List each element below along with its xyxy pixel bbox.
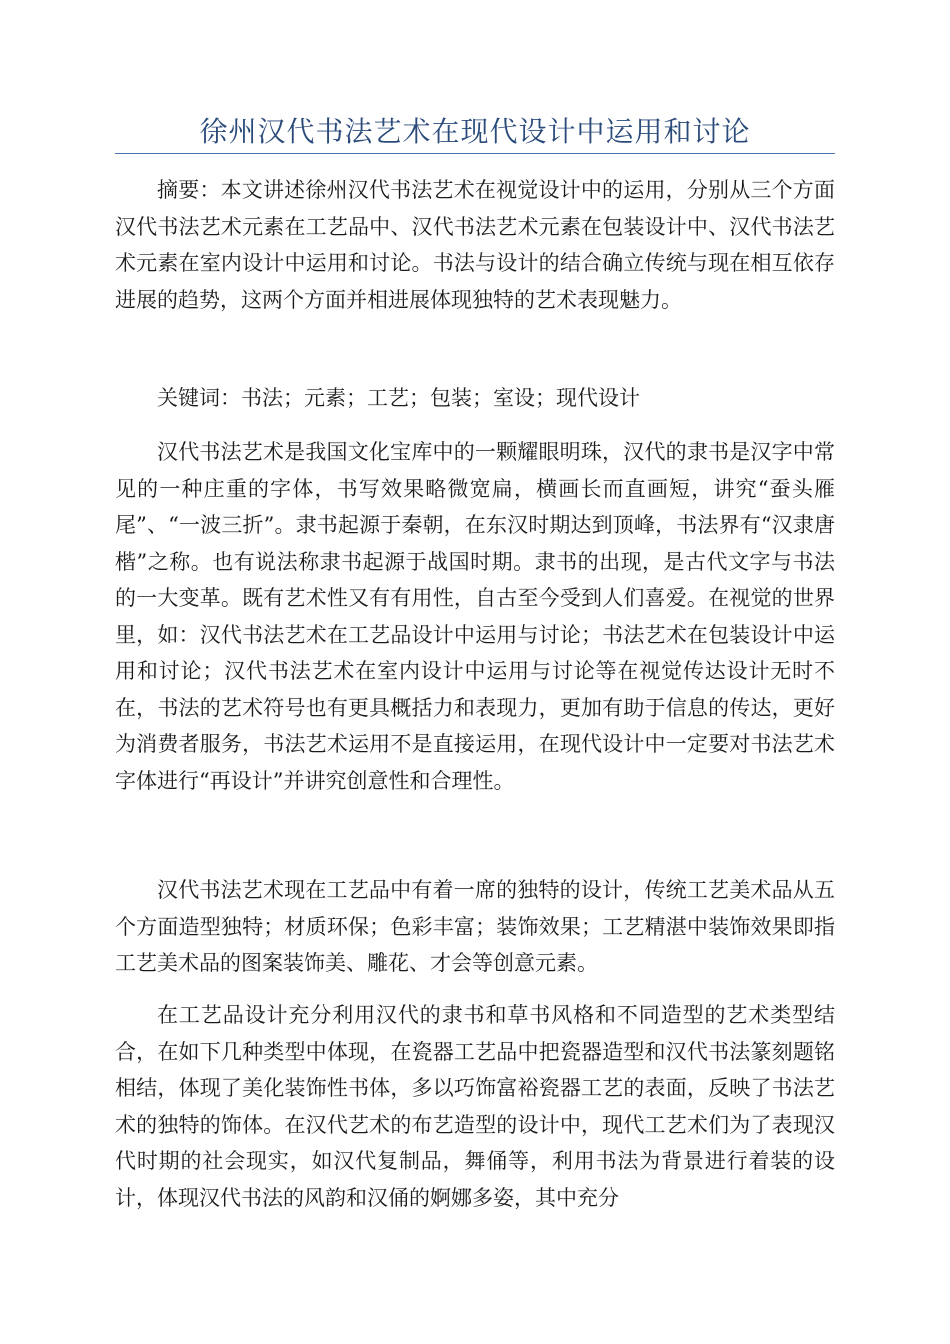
body-paragraph-2: 汉代书法艺术现在工艺品中有着一席的独特的设计，传统工艺美术品从五个方面造型独特；材质环保；色彩丰富；装饰效果；工艺精湛中装饰效果即指工艺美术品的图案装饰美、雕花、才会等创意元素。 xyxy=(115,878,835,975)
keywords-line: 关键词：书法；元素；工艺；包装；室设；现代设计 xyxy=(157,386,640,410)
body-paragraph-3: 在工艺品设计充分利用汉代的隶书和草书风格和不同造型的艺术类型结合，在如下几种类型中体现，在瓷器工艺品中把瓷器造型和汉代书法篆刻题铭相结，体现了美化装饰性书体，多以巧饰富裕瓷器工艺的表面，反映了书法艺术的独特的饰体。在汉代艺术的布艺造型的设计中，现代工艺术们为了表现汉代时期的社会现实，如汉代复制品，舞俑等，利用书法为背景进行着装的设计，体现汉代书法的风韵和汉俑的婀娜多姿，其中充分 xyxy=(115,1003,835,1210)
body-paragraph-1: 汉代书法艺术是我国文化宝库中的一颗耀眼明珠，汉代的隶书是汉字中常见的一种庄重的字体，书写效果略微宽扁，横画长而直画短，讲究“蚕头雁尾”、“一波三折”。隶书起源于秦朝，在东汉时期达到顶峰，书法界有“汉隶唐楷”之称。也有说法称隶书起源于战国时期。隶书的出现，是古代文字与书法的一大变革。既有艺术性又有有用性，自古至今受到人们喜爱。在视觉的世界里，如：汉代书法艺术在工艺品设计中运用与讨论；书法艺术在包装设计中运用和讨论；汉代书法艺术在室内设计中运用与讨论等在视觉传达设计无时不在，书法的艺术符号也有更具概括力和表现力，更加有助于信息的传达，更好为消费者服务，书法艺术运用不是直接运用，在现代设计中一定要对书法艺术字体进行“再设计”并讲究创意性和合理性。 xyxy=(115,440,835,793)
title-underline xyxy=(115,153,835,154)
abstract-paragraph: 摘要：本文讲述徐州汉代书法艺术在视觉设计中的运用，分别从三个方面汉代书法艺术元素在工艺品中、汉代书法艺术元素在包装设计中、汉代书法艺术元素在室内设计中运用和讨论。书法与设计的结合确立传统与现在相互依存进展的趋势，这两个方面并相进展体现独特的艺术表现魅力。 xyxy=(115,178,835,312)
document-title: 徐州汉代书法艺术在现代设计中运用和讨论 xyxy=(199,115,751,148)
